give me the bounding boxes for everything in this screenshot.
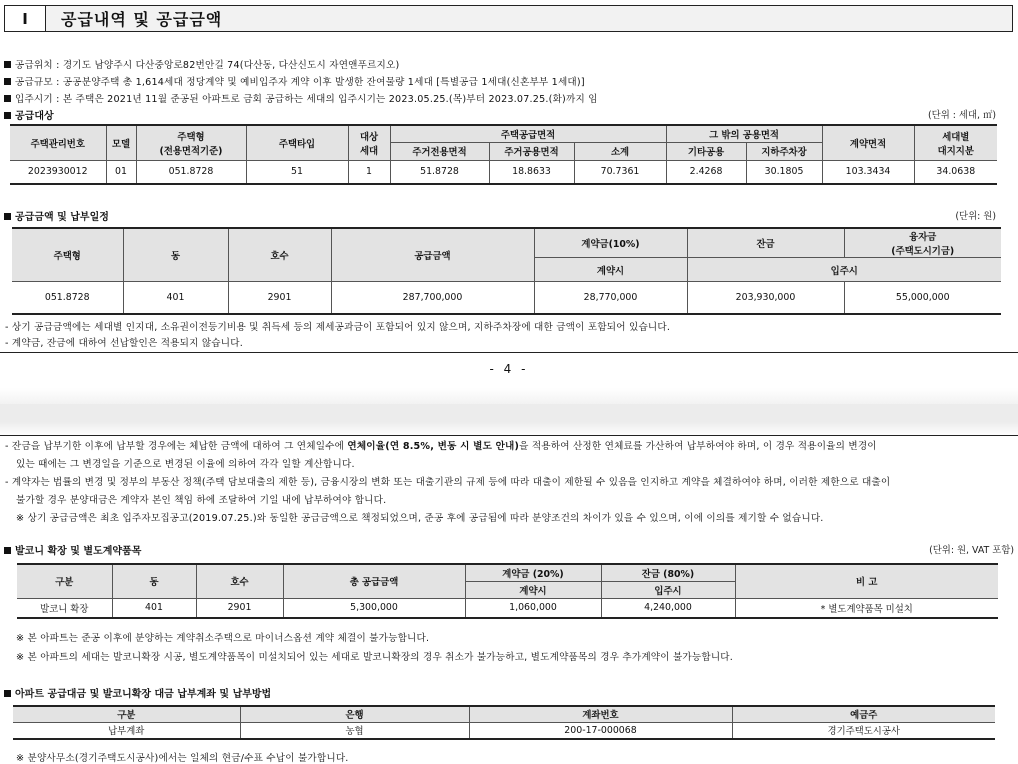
th-common: 주거공용면적: [489, 142, 574, 160]
bullet-square-icon: [4, 213, 11, 220]
cell-count: 1: [348, 160, 390, 184]
cell-price-type: 051.8728: [12, 282, 123, 314]
cell-price-loan: 55,000,000: [844, 282, 1001, 314]
th-balcony-deposit: 계약금 (20%): [465, 564, 601, 581]
info-scale: 공급규모 : 공공분양주택 총 1,614세대 정당계약 및 예비입주자 계약 이후 발생한 잔여물량 1세대 [특별공급 1세대(신혼부부 1세대)]: [4, 74, 585, 88]
th-mgmt-no: 주택관리번호: [10, 125, 106, 160]
bullet-square-icon: [4, 547, 11, 554]
page-gap-bottom: [0, 422, 1018, 436]
th-type: 주택형 (전용면적기준): [136, 125, 246, 160]
cell-parking: 30.1805: [746, 160, 822, 184]
th-price-ho: 호수: [228, 228, 331, 282]
cell-price-amount: 287,700,000: [331, 282, 534, 314]
bullet-square-icon: [4, 78, 11, 85]
account-table: [13, 705, 995, 740]
th-balcony-total: 총 공급금액: [283, 564, 465, 598]
cell-house-type: 51: [246, 160, 348, 184]
th-balcony-category: 구분: [17, 564, 112, 598]
cell-type: 051.8728: [136, 160, 246, 184]
supply-target-table: [10, 124, 997, 185]
th-price-balance: 잔금: [687, 228, 844, 258]
balcony-note-2: ※ 본 아파트의 세대는 발코니확장 시공, 별도계약품목이 미설치되어 있는 세대로 발코니확장의 경우 취소가 불가능하고, 별도계약품목의 경우 추가계약이 불가능합니다.: [16, 652, 734, 663]
th-etc-common: 기타공용: [666, 142, 746, 160]
cell-account-category: 납부계좌: [13, 722, 240, 739]
cell-account-holder: 경기주택도시공사: [732, 722, 995, 739]
th-price-deposit: 계약금(10%): [534, 228, 687, 258]
cell-subtotal: 70.7361: [574, 160, 666, 184]
price-note-1: - 상기 공급금액에는 세대별 인지대, 소유권이전등기비용 및 취득세 등의 제세공과금이 포함되어 있지 않으며, 지하주차장에 대한 금액이 포함되어 있습니다.: [5, 322, 671, 333]
price-heading: 공급금액 및 납부일정: [4, 208, 109, 223]
page-number: - 4 -: [489, 362, 529, 376]
th-exclusive: 주거전용면적: [390, 142, 489, 160]
cell-balcony-dong: 401: [112, 598, 196, 618]
cell-mgmt-no: 2023930012: [10, 160, 106, 184]
th-contract-area: 계약면적: [822, 125, 914, 160]
th-price-loan: 융자금 (주택도시기금): [844, 228, 1001, 258]
cell-balcony-deposit: 1,060,000: [465, 598, 601, 618]
bullet-square-icon: [4, 95, 11, 102]
th-account-category: 구분: [13, 706, 240, 722]
account-heading: 아파트 공급대금 및 발코니확장 대금 납부계좌 및 납부방법: [4, 685, 271, 700]
cell-balcony-ho: 2901: [196, 598, 283, 618]
th-balcony-dong: 동: [112, 564, 196, 598]
overdue-note: - 잔금을 납부기한 이후에 납부할 경우에는 체납한 금액에 대하여 그 연체일수에 연체이율(연 8.5%, 변동 시 별도 안내)을 적용하여 산정한 연체료를 가산하여 납부하여야 하며, 이 경우 적용이율의 변경이: [5, 441, 877, 452]
th-at-contract: 계약시: [534, 258, 687, 282]
account-footer-note: ※ 분양사무소(경기주택도시공사)에서는 일체의 현금/수표 수납이 불가합니다.: [16, 753, 349, 764]
section-title-box: [4, 5, 1013, 32]
table-row: [13, 722, 995, 739]
cell-balcony-balance: 4,240,000: [601, 598, 735, 618]
th-subtotal: 소계: [574, 142, 666, 160]
cell-balcony-total: 5,300,000: [283, 598, 465, 618]
balcony-heading: 발코니 확장 및 별도계약품목: [4, 542, 141, 557]
supply-target-unit: (단위 : 세대, ㎡): [928, 110, 996, 121]
cell-account-bank: 농협: [240, 722, 469, 739]
cell-balcony-remark: * 별도계약품목 미설치: [735, 598, 998, 618]
th-account-bank: 은행: [240, 706, 469, 722]
cell-contract-area: 103.3434: [822, 160, 914, 184]
cell-exclusive: 51.8728: [390, 160, 489, 184]
price-note-2: - 계약금, 잔금에 대하여 선납할인은 적용되지 않습니다.: [5, 338, 243, 349]
th-parking: 지하주차장: [746, 142, 822, 160]
cell-price-ho: 2901: [228, 282, 331, 314]
bullet-square-icon: [4, 112, 11, 119]
th-price-type: 주택형: [12, 228, 123, 282]
bullet-square-icon: [4, 690, 11, 697]
th-balcony-ho: 호수: [196, 564, 283, 598]
cell-balcony-category: 발코니 확장: [17, 598, 112, 618]
bullet-square-icon: [4, 61, 11, 68]
cell-land: 34.0638: [914, 160, 997, 184]
th-price-dong: 동: [123, 228, 228, 282]
th-balcony-at-movein: 입주시: [601, 581, 735, 598]
cell-account-no: 200-17-000068: [469, 722, 732, 739]
th-at-movein: 입주시: [687, 258, 1001, 282]
page-gap: [0, 404, 1018, 422]
cell-common: 18.8633: [489, 160, 574, 184]
section-title: 공급내역 및 공급금액: [61, 10, 223, 29]
cell-price-balance: 203,930,000: [687, 282, 844, 314]
price-table: [12, 227, 1001, 315]
th-balcony-remark: 비 고: [735, 564, 998, 598]
th-house-type: 주택타입: [246, 125, 348, 160]
th-balcony-balance: 잔금 (80%): [601, 564, 735, 581]
cell-price-dong: 401: [123, 282, 228, 314]
th-other-common: 그 밖의 공용면적: [666, 125, 822, 142]
cell-price-deposit: 28,770,000: [534, 282, 687, 314]
price-basis-note: ※ 상기 공급금액은 최초 입주자모집공고(2019.07.25.)와 동일한 공급금액으로 책정되었으며, 준공 후에 공급됨에 따라 분양조건의 차이가 있을 수 있으며, 이에 이의를 제기할 수 없습니다.: [16, 513, 824, 524]
supply-target-heading: 공급대상: [4, 107, 54, 122]
th-land: 세대별 대지지분: [914, 125, 997, 160]
balcony-table: [17, 563, 998, 619]
table-row: [12, 282, 1001, 314]
th-balcony-at-contract: 계약시: [465, 581, 601, 598]
th-price-amount: 공급금액: [331, 228, 534, 282]
overdue-note-cont: 있는 때에는 그 변경일을 기준으로 변경된 이율에 의하여 각각 일할 계산합니다.: [16, 459, 355, 470]
th-supply-area: 주택공급면적: [390, 125, 666, 142]
th-account-holder: 예금주: [732, 706, 995, 722]
balcony-unit: (단위: 원, VAT 포함): [929, 545, 1014, 556]
th-account-no: 계좌번호: [469, 706, 732, 722]
page-bottom-rule: [0, 352, 1018, 353]
table-row: [17, 598, 998, 618]
loan-note: - 계약자는 법률의 변경 및 정부의 부동산 정책(주택 담보대출의 제한 등), 금융시장의 변화 또는 대출기관의 규제 등에 따라 대출이 제한될 수 있음을 인지하고 계약을 체결하여야 하며, 이러한 제한으로 대출이: [5, 477, 891, 488]
price-unit: (단위: 원): [955, 211, 996, 222]
cell-model: 01: [106, 160, 136, 184]
balcony-note-1: ※ 본 아파트는 준공 이후에 분양하는 계약취소주택으로 마이너스옵션 계약 체결이 불가능합니다.: [16, 633, 430, 644]
loan-note-cont: 불가할 경우 분양대금은 계약자 본인 책임 하에 조달하여 기일 내에 납부하여야 합니다.: [16, 495, 387, 506]
info-movein: 입주시기 : 본 주택은 2021년 11월 준공된 아파트로 금회 공급하는 세대의 입주시기는 2023.05.25.(목)부터 2023.07.25.(화)까지 임: [4, 91, 598, 105]
table-row: [10, 160, 997, 184]
cell-etc-common: 2.4268: [666, 160, 746, 184]
info-location: 공급위치 : 경기도 남양주시 다산중앙로82번안길 74(다산동, 다산신도시 자연앤푸르지오): [4, 57, 399, 71]
th-target: 대상 세대: [348, 125, 390, 160]
th-model: 모델: [106, 125, 136, 160]
page-top-rule: [0, 435, 1018, 436]
section-number: I: [5, 6, 46, 31]
